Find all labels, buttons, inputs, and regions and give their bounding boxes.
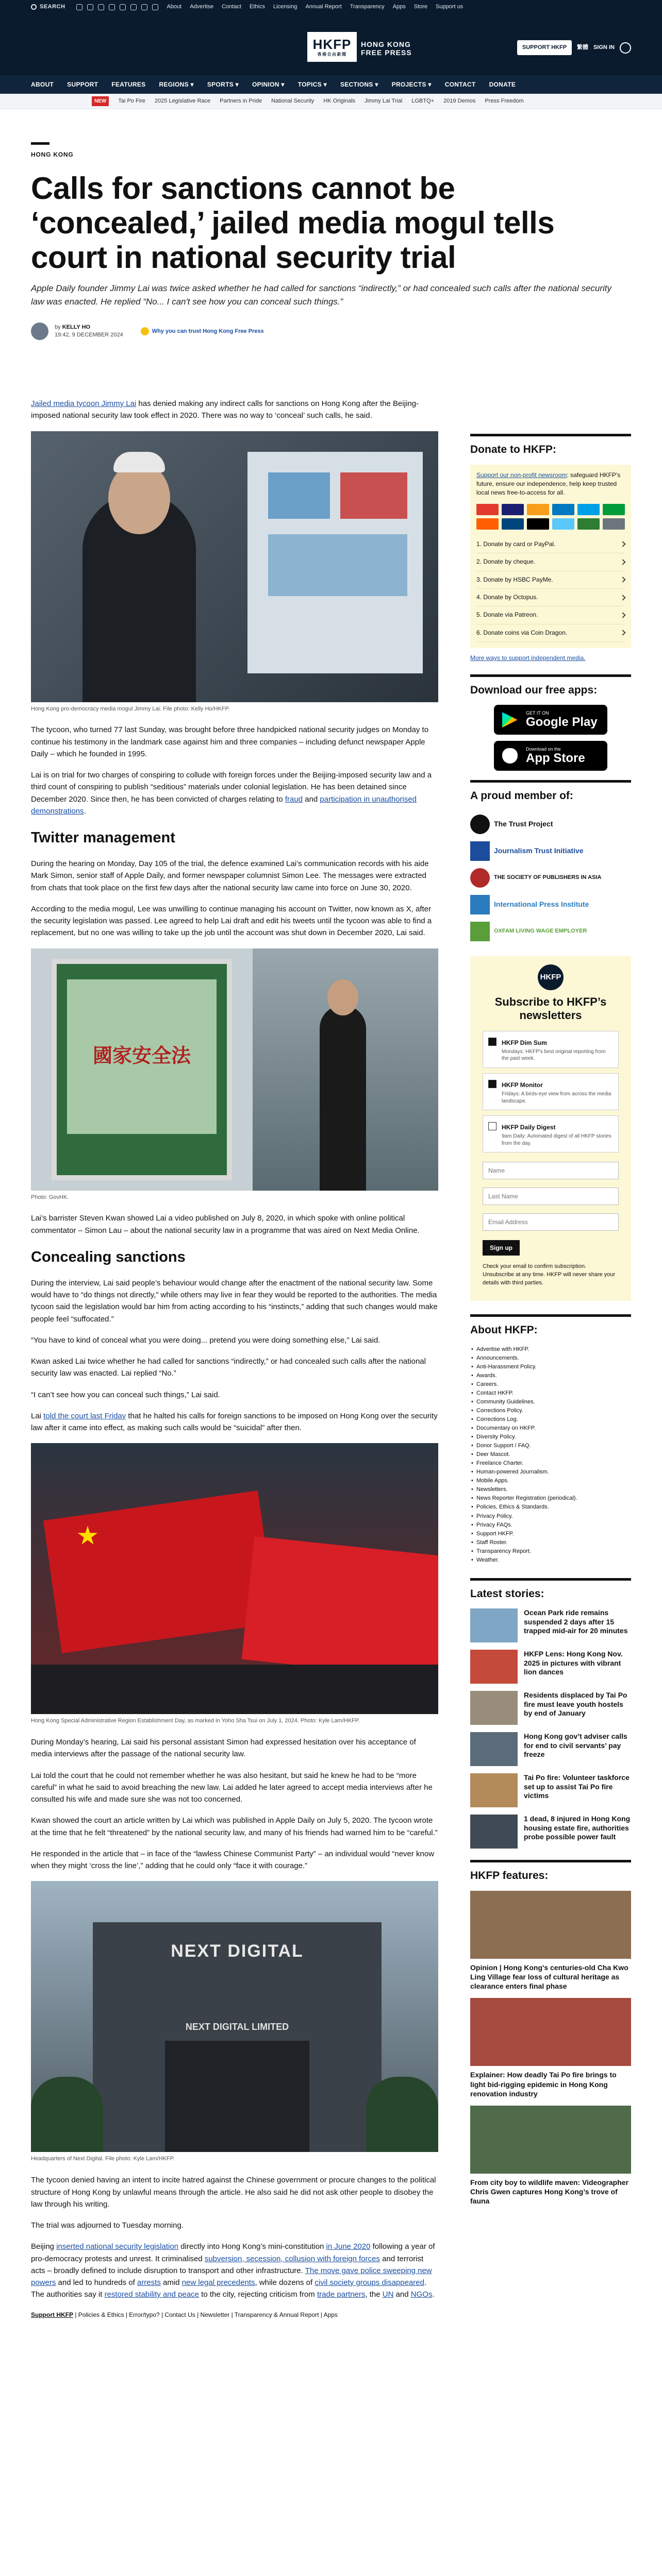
top-link[interactable]: Store <box>413 4 427 10</box>
feature-story[interactable] <box>470 1998 631 2098</box>
member-logo[interactable] <box>470 891 631 918</box>
paragraph <box>31 398 438 422</box>
feature-title: Explainer: How deadly Tai Po fire brings to light bid-rigging epidemic in Hong Kong renovation industry <box>470 2071 617 2098</box>
text-run: amid <box>160 2278 182 2287</box>
author-avatar <box>31 323 48 340</box>
nav-item[interactable]: PROJECTS ▾ <box>391 80 432 88</box>
figure-nsl-poster <box>31 948 438 1201</box>
text-run: . The authorities say it <box>31 2278 427 2299</box>
donate-option-label: 6. Donate coins via Coin Dragon. <box>476 629 568 636</box>
article-standfirst: Apple Daily founder Jimmy Lai was twice asked whether he had called for sanctions “indirectly,” or had concealed such calls after the national security law was enacted. He replied “No... I can't see how you can conceal such things.” <box>31 283 612 307</box>
sopa-icon <box>470 868 490 888</box>
section-heading: Twitter management <box>31 829 175 846</box>
text-run: and terrorist acts – broadly defined to include disruption to transport and other infrastructure. <box>31 2254 424 2275</box>
inline-link[interactable]: civil society groups disappeared <box>315 2278 424 2287</box>
donate-option[interactable] <box>476 589 625 606</box>
nav-item[interactable]: ABOUT <box>31 80 54 88</box>
support-links <box>31 2310 438 2320</box>
sidebar-heading: HKFP features: <box>470 1860 631 1885</box>
paragraph: “You have to kind of conceal what you were doing... pretend you were doing something else,” Lai said. <box>31 1335 380 1345</box>
inline-link[interactable]: in June 2020 <box>326 2242 371 2251</box>
about-link[interactable]: • Weather. <box>476 1556 631 1565</box>
member-name: Journalism Trust Initiative <box>494 846 584 855</box>
paragraph: According to the media mogul, Lee was unwilling to continue managing his account on Twitter, now known as X, after the security legislation was passed. Lee agreed to help Lai draft and edit his tweets until the tycoon was able to find a replacement, but no one was willing to take up the job until the account was shut down in December 2020, Lai said. <box>31 904 432 938</box>
payment-method-icon <box>527 504 549 515</box>
figure-lai <box>31 431 438 713</box>
member-name: THE SOCIETY OF PUBLISHERS IN ASIA <box>494 874 602 881</box>
building-sign: NEXT DIGITAL <box>171 1941 304 1961</box>
inline-link[interactable]: participation in unauthorised demonstrations <box>31 794 417 816</box>
about-link[interactable]: • Corrections Log. <box>476 1415 631 1424</box>
search-icon <box>31 4 37 10</box>
article-title: Calls for sanctions cannot be ‘concealed,’ jailed media mogul tells court in national security trial <box>31 171 555 275</box>
donate-box <box>470 465 631 649</box>
payment-method-icon <box>502 518 524 530</box>
checkbox[interactable] <box>488 1038 496 1046</box>
trending-link[interactable]: HK Originals <box>323 97 356 104</box>
inline-link[interactable]: trade partners <box>317 2290 366 2299</box>
youtube-icon[interactable] <box>109 4 115 10</box>
about-link[interactable]: • Donor Support / FAQ. <box>476 1442 631 1450</box>
latest-story[interactable] <box>470 1815 631 1849</box>
paragraph: During the interview, Lai said people’s behaviour would change after the enactment of the national security law. Some would have to “do things not directly,” while others may live in fear they would be reported to the authorities. The media tycoon said the legislation would bar him from acting according to his “instincts,” adding that such changes would make people feel “suffocated.” <box>31 1278 438 1324</box>
sidebar-heading: Latest stories: <box>470 1578 631 1603</box>
linkedin-icon[interactable] <box>120 4 126 10</box>
brand-bar <box>0 14 662 75</box>
donate-text <box>476 471 625 498</box>
member-logo[interactable] <box>470 838 631 865</box>
story-title: Hong Kong gov’t adviser calls for end to civil servants’ pay freeze <box>524 1732 627 1759</box>
paragraph: Lai told the court that he could not remember whether he was also hesitant, but said he knew he had to be “more careful” in what he said to avoid breaching the new law. Lai added he later agreed to accept media interviews after he consulted his wife and made sure she was not too concerned. <box>31 1771 433 1804</box>
about-link[interactable]: • Deer Mascot. <box>476 1450 631 1459</box>
caption: Photo: GovHK. <box>31 1194 69 1200</box>
about-link[interactable]: • Diversity Policy. <box>476 1433 631 1442</box>
hkfp-logo[interactable] <box>307 32 357 62</box>
more-support-link[interactable]: More ways to support independent media. <box>470 654 586 662</box>
about-link[interactable]: • Mobile Apps. <box>476 1477 631 1485</box>
about-link[interactable]: • Awards. <box>476 1371 631 1380</box>
top-link[interactable]: Advertise <box>190 4 214 10</box>
text-run: that he halted his calls for foreign sanctions to be imposed on Hong Kong over the security law after it came into effect, as making such calls would be “suicidal” after then. <box>31 1411 438 1433</box>
newsletter-option[interactable] <box>483 1031 619 1068</box>
logo-text: HKFP <box>312 36 352 52</box>
story-thumbnail <box>470 1732 518 1766</box>
rss-icon[interactable] <box>152 4 158 10</box>
text-run: directly into Hong Kong’s mini-constitution <box>178 2242 326 2251</box>
text-run: has denied making any indirect calls for sanctions on Hong Kong after the Beijing-imposed national security law took effect in 2020. There was no way to ‘conceal’ such calls, he said. <box>31 399 419 420</box>
story-title: Residents displaced by Tai Po fire must leave youth hostels by end of January <box>524 1691 627 1718</box>
payment-method-icon <box>527 518 549 530</box>
about-link[interactable]: • Policies, Ethics & Standards. <box>476 1503 631 1512</box>
figure-flags <box>31 1443 438 1725</box>
newsletter-name: HKFP Monitor <box>502 1081 543 1089</box>
text-run: and led to hundreds of <box>56 2278 137 2287</box>
store-label: Google Play <box>526 715 598 730</box>
chevron-right-icon <box>620 541 625 547</box>
newsletter-title: Subscribe to HKFP’s newsletters <box>494 995 607 1022</box>
newsletter-desc: Fridays: A birds-eye view from across the media landscape. <box>502 1091 611 1104</box>
threads-icon[interactable] <box>130 4 137 10</box>
chevron-right-icon <box>620 595 625 600</box>
main-nav <box>0 75 662 94</box>
feature-title: From city boy to wildlife maven: Videographer Chris Gwen captures Hong Kong’s trove of fauna <box>470 2178 629 2206</box>
trust-project-icon <box>470 815 490 834</box>
payment-method-icon <box>577 518 600 530</box>
member-name: International Press Institute <box>494 900 589 908</box>
checkbox[interactable] <box>488 1122 496 1130</box>
payment-method-icon <box>476 504 499 515</box>
top-link[interactable]: Apps <box>392 4 406 10</box>
figure-next-digital <box>31 1881 438 2163</box>
top-link[interactable]: Support us <box>435 4 464 10</box>
latest-story[interactable] <box>470 1650 631 1684</box>
feature-story[interactable] <box>470 1891 631 1991</box>
app-store-button[interactable] <box>494 741 607 771</box>
donate-option[interactable] <box>476 624 625 642</box>
hkfp-badge: HKFP <box>538 964 564 990</box>
footer-links[interactable]: | Policies & Ethics | Error/typo? | Contact Us | Newsletter | Transparency & Annual Report | Apps <box>73 2311 338 2318</box>
about-link[interactable]: • Advertise with HKFP. <box>476 1345 631 1354</box>
category-label[interactable]: HONG KONG <box>31 151 74 158</box>
brand-name <box>361 40 412 57</box>
newsletter-option[interactable] <box>483 1073 619 1110</box>
text-run: Lai <box>31 1411 44 1420</box>
about-link[interactable]: • Transparency Report. <box>476 1547 631 1556</box>
feature-image <box>470 2106 631 2174</box>
donate-option-label: 2. Donate by cheque. <box>476 558 536 566</box>
about-link[interactable]: • Corrections Policy. <box>476 1406 631 1415</box>
about-link[interactable]: • Privacy Policy. <box>476 1512 631 1521</box>
language-toggle[interactable]: 繁體 <box>577 44 589 50</box>
newsletter-desc: 9am Daily: Automated digest of all HKFP stories from the day. <box>502 1133 611 1146</box>
trending-link[interactable]: Jimmy Lai Trial <box>365 97 403 104</box>
feature-image <box>470 1998 631 2066</box>
member-logo[interactable] <box>470 918 631 945</box>
sidebar-heading: A proud member of: <box>470 780 631 805</box>
brand-line2: FREE PRESS <box>361 48 412 57</box>
story-thumbnail <box>470 1608 518 1642</box>
paragraph: During the hearing on Monday, Day 105 of the trial, the defence examined Lai’s communication records with his aide Mark Simon, senior staff of Apple Daily, and former newspaper columnist Simon Lee. The messages were extracted from chats that took place on the first few days after the national security law came into force on June 30, 2020. <box>31 859 429 892</box>
inline-link[interactable]: UN <box>382 2290 394 2299</box>
text-run: Beijing <box>31 2242 57 2251</box>
paragraph: The tycoon, who turned 77 last Sunday, was brought before three handpicked national security judges on Monday to continue his testimony in the landmark case against him and three companies – including defunct newspaper Apple Daily – which he founded in 1995. <box>31 725 429 758</box>
inline-link[interactable]: restored stability and peace <box>104 2290 200 2299</box>
author-name[interactable]: KELLY HO <box>62 324 91 331</box>
sign-in-link[interactable]: SIGN IN <box>593 44 615 50</box>
photo-flags <box>31 1443 438 1714</box>
about-link[interactable]: • Staff Roster. <box>476 1538 631 1547</box>
text-run: and <box>303 794 320 804</box>
support-button[interactable]: SUPPORT HKFP <box>517 40 572 55</box>
article-body <box>31 398 438 2329</box>
text-run: : safeguard HKFP’s future, ensure our independence, help keep trusted local news free-to-access for all. <box>476 471 621 497</box>
caption: Hong Kong pro-democracy media mogul Jimmy Lai. File photo: Kelly Ho/HKFP. <box>31 705 230 712</box>
nav-item[interactable]: SUPPORT <box>67 80 98 88</box>
last-name-input[interactable] <box>483 1188 619 1205</box>
paragraph: He responded in the article that – in face of the “lawless Chinese Communist Party” – an individual would “never know when they might ‘cross the line’,” adding that he could only “face it with courage.” <box>31 1849 435 1871</box>
about-link[interactable]: • Anti-Harassment Policy. <box>476 1363 631 1371</box>
paragraph <box>31 2241 438 2300</box>
donate-option-label: 5. Donate via Patreon. <box>476 611 538 619</box>
payment-method-icon <box>552 504 574 515</box>
chevron-right-icon <box>620 630 625 636</box>
photo-jimmy-lai <box>31 431 438 702</box>
top-links <box>167 3 463 11</box>
about-link[interactable]: • Contact HKFP. <box>476 1389 631 1398</box>
payment-method-icon <box>476 518 499 530</box>
newsletter-box <box>470 956 631 1301</box>
about-link[interactable]: • Announcements. <box>476 1354 631 1363</box>
checkbox[interactable] <box>488 1080 496 1088</box>
story-thumbnail <box>470 1691 518 1725</box>
top-search[interactable] <box>31 3 65 11</box>
payment-method-icon <box>552 518 574 530</box>
paragraph <box>31 769 438 817</box>
top-link[interactable]: About <box>167 4 182 10</box>
nav-item[interactable]: CONTACT <box>444 80 476 88</box>
text-run: , the <box>365 2290 383 2299</box>
kicker-rule <box>31 142 49 145</box>
nav-item[interactable]: REGIONS ▾ <box>159 80 194 88</box>
member-logo[interactable] <box>470 865 631 891</box>
brand-line1: HONG KONG <box>361 40 411 48</box>
top-link[interactable]: Annual Report <box>305 4 342 10</box>
latest-story[interactable] <box>470 1773 631 1807</box>
story-title: 1 dead, 8 injured in Hong Kong housing estate fire, authorities probe possible power fault <box>524 1815 631 1841</box>
about-link[interactable]: • Freelance Charter. <box>476 1459 631 1468</box>
name-input[interactable] <box>483 1162 619 1179</box>
google-play-button[interactable] <box>494 705 607 735</box>
paragraph: Kwan asked Lai twice whether he had called for sanctions “indirectly,” or had concealed such calls after the national security law was enacted. Lai replied “No.” <box>31 1357 426 1378</box>
member-name: The Trust Project <box>494 819 553 828</box>
donate-option-label: 1. Donate by card or PayPal. <box>476 540 556 548</box>
caption: Headquarters of Next Digital. File photo: Kyle Lam/HKFP. <box>31 2156 175 2162</box>
chevron-right-icon <box>620 559 625 565</box>
story-title: HKFP Lens: Hong Kong Nov. 2025 in pictures with vibrant lion dances <box>524 1650 623 1676</box>
facebook-icon[interactable] <box>87 4 93 10</box>
oxfam-icon <box>470 922 490 941</box>
paragraph: “I can’t see how you can conceal such things,” Lai said. <box>31 1390 220 1399</box>
inline-link[interactable]: arrests <box>137 2278 161 2287</box>
top-link[interactable]: Ethics <box>249 4 265 10</box>
inline-link[interactable]: The move gave police sweeping new powers <box>31 2266 432 2287</box>
newsletter-desc: Mondays: HKFP's best original reporting from the past week. <box>502 1048 606 1062</box>
donate-option-label: 4. Donate by Octopus. <box>476 593 538 601</box>
payment-method-icon <box>603 518 625 530</box>
text-run: . <box>84 806 86 816</box>
story-thumbnail <box>470 1815 518 1849</box>
chevron-right-icon <box>620 577 625 583</box>
nav-item[interactable]: DONATE <box>489 80 516 88</box>
instagram-icon[interactable] <box>98 4 104 10</box>
feature-image <box>470 1891 631 1959</box>
donate-option[interactable] <box>476 571 625 589</box>
photo-next-digital <box>31 1881 438 2152</box>
about-link[interactable]: • Documentary on HKFP. <box>476 1424 631 1433</box>
trending-link[interactable]: Tai Po Fire <box>118 97 145 104</box>
about-link[interactable]: • Support HKFP. <box>476 1530 631 1538</box>
trending-link[interactable]: Press Freedom <box>485 97 524 104</box>
trending-link[interactable]: 2019 Demos <box>443 97 476 104</box>
publish-date: 19:42, 9 DECEMBER 2024 <box>55 332 123 338</box>
inline-link[interactable]: told the court last Friday <box>43 1411 126 1420</box>
feature-story[interactable] <box>470 2106 631 2206</box>
trending-link[interactable]: 2025 Legislative Race <box>154 97 211 104</box>
store-small-label: Download on the <box>526 746 561 752</box>
about-link[interactable]: • Newsletters. <box>476 1485 631 1494</box>
text-run: following a year of pro-democracy protests and unrest. It criminalised <box>31 2242 435 2263</box>
poster-text: 國家安全法 <box>92 1045 191 1067</box>
feature-title: Opinion | Hong Kong's centuries-old Cha Kwo Ling Village fear loss of cultural heritage as clearance enters final phase <box>470 1963 628 1991</box>
about-list <box>470 1345 631 1565</box>
google-play-icon <box>502 712 518 727</box>
text-run: , while dozens of <box>255 2278 315 2287</box>
story-title: Tai Po fire: Volunteer taskforce set up to assist Tai Po fire victims <box>524 1773 630 1800</box>
donate-option[interactable] <box>476 536 625 553</box>
latest-story[interactable] <box>470 1732 631 1766</box>
donate-option-label: 3. Donate by HSBC PayMe. <box>476 575 553 583</box>
about-link[interactable]: • Community Guidelines. <box>476 1398 631 1406</box>
about-link[interactable]: • News Reporter Registration (periodical). <box>476 1494 631 1503</box>
photo-nsl-poster <box>31 948 438 1191</box>
trending-link[interactable]: LGBTQ+ <box>411 97 435 104</box>
about-link[interactable]: • Careers. <box>476 1380 631 1389</box>
top-search-label: SEARCH <box>40 4 65 10</box>
story-thumbnail <box>470 1650 518 1684</box>
payment-method-icon <box>502 504 524 515</box>
trust-icon <box>141 327 149 335</box>
donate-option[interactable] <box>476 553 625 571</box>
sidebar-heading: About HKFP: <box>470 1314 631 1339</box>
twitter-icon[interactable] <box>76 4 82 10</box>
by-label: by <box>55 324 61 331</box>
trending-bar <box>0 94 662 109</box>
sidebar-heading: Donate to HKFP: <box>470 434 631 459</box>
story-title: Ocean Park ride remains suspended 2 days after 15 trapped mid-air for 20 minutes <box>524 1608 628 1635</box>
support-hkfp-link[interactable]: Support HKFP <box>31 2311 73 2318</box>
latest-story[interactable] <box>470 1608 631 1642</box>
trending-link[interactable]: National Security <box>271 97 315 104</box>
page-wrapper <box>31 109 631 2318</box>
top-bar <box>0 0 662 14</box>
donate-link[interactable]: Support our non-profit newsroom <box>476 471 567 479</box>
apple-icon <box>502 748 518 764</box>
store-small-label: GET IT ON <box>526 710 549 716</box>
latest-story[interactable] <box>470 1691 631 1725</box>
email-input[interactable] <box>483 1213 619 1231</box>
top-link[interactable]: Transparency <box>350 4 385 10</box>
inline-link[interactable]: fraud <box>285 794 303 804</box>
section-heading: Concealing sanctions <box>31 1248 186 1265</box>
trust-label: Why you can trust Hong Kong Free Press <box>152 328 264 334</box>
inline-link[interactable]: new legal precedents <box>181 2278 255 2287</box>
paragraph: The trial was adjourned to Tuesday morning. <box>31 2221 184 2230</box>
jti-icon <box>470 841 490 861</box>
paragraph: During Monday’s hearing, Lai said his personal assistant Simon had expressed hesitation over his acceptance of media interviews after the passage of the national security law. <box>31 1738 416 1759</box>
payment-methods <box>476 504 625 530</box>
payment-method-icon <box>603 504 625 515</box>
chevron-right-icon <box>620 612 625 618</box>
paragraph <box>31 1410 438 1434</box>
paragraph: Kwan showed the court an article written by Lai which was published in Apple Daily on July 5, 2020. The tycoon wrote at the time that he felt “threatened” by the national security law, and many of his friends had warned him to be “careful.” <box>31 1816 438 1837</box>
ipi-icon <box>470 895 490 914</box>
text-run: . <box>432 2290 435 2299</box>
building-sign-sub: NEXT DIGITAL LIMITED <box>185 2022 289 2032</box>
donate-option[interactable] <box>476 606 625 624</box>
member-logo[interactable] <box>470 811 631 838</box>
newsletter-name: HKFP Dim Sum <box>502 1039 547 1046</box>
sign-up-button[interactable]: Sign up <box>483 1240 520 1256</box>
nav-item[interactable]: SPORTS ▾ <box>207 80 239 88</box>
inline-link[interactable]: NGOs <box>410 2290 433 2299</box>
inline-link[interactable]: Jailed media tycoon Jimmy Lai <box>31 399 137 408</box>
trust-link[interactable] <box>141 327 264 336</box>
sidebar <box>470 434 631 2213</box>
nav-item[interactable]: OPINION ▾ <box>252 80 285 88</box>
trending-link[interactable]: Partners in Pride <box>220 97 262 104</box>
logo-subtext: 香港自由新聞 <box>317 52 347 57</box>
telegram-icon[interactable] <box>141 4 147 10</box>
paragraph: The tycoon denied having an intent to incite hatred against the Chinese government or procure changes to the political structure of Hong Kong by unlawful means through the article. He also said he did not ask other people to disobey the law through his writing. <box>31 2176 436 2209</box>
byline <box>31 323 631 340</box>
nav-item[interactable]: FEATURES <box>111 80 146 88</box>
payment-method-icon <box>577 504 600 515</box>
text-run: to the city, rejecting criticism from <box>199 2290 317 2299</box>
new-badge: NEW <box>92 96 109 107</box>
top-link[interactable]: Contact <box>222 4 241 10</box>
nav-item[interactable]: SECTIONS ▾ <box>340 80 378 88</box>
newsletter-option[interactable] <box>483 1115 619 1153</box>
sidebar-heading: Download our free apps: <box>470 674 631 699</box>
inline-link[interactable]: subversion, secession, collusion with foreign forces <box>204 2254 380 2263</box>
social-icons <box>76 4 158 10</box>
search-icon[interactable] <box>620 42 631 54</box>
nav-item[interactable]: TOPICS ▾ <box>297 80 327 88</box>
store-label: App Store <box>526 751 585 766</box>
top-link[interactable]: Licensing <box>273 4 297 10</box>
about-link[interactable]: • Privacy FAQs. <box>476 1521 631 1530</box>
newsletter-name: HKFP Daily Digest <box>502 1124 556 1131</box>
story-thumbnail <box>470 1773 518 1807</box>
paragraph: Lai’s barrister Steven Kwan showed Lai a video published on July 8, 2020, in which spoke with online political commentator – Simon Lau – about the national security law in a programme that was aired on Next Media Online. <box>31 1214 420 1235</box>
about-link[interactable]: • Human-powered Journalism. <box>476 1468 631 1477</box>
newsletter-note: Check your email to confirm subscription. Unsubscribe at any time. HKFP will never share your details with third parties. <box>483 1263 616 1286</box>
member-name: OXFAM LIVING WAGE EMPLOYER <box>494 928 587 935</box>
caption: Hong Kong Special Administrative Region Establishment Day, as marked in Yoho Sha Tsui on July 1, 2024. Photo: Kyle Lam/HKFP. <box>31 1718 360 1724</box>
inline-link[interactable]: inserted national security legislation <box>56 2242 179 2251</box>
text-run: and <box>393 2290 411 2299</box>
text-run: Lai is on trial for two charges of conspiring to collude with foreign forces under the Beijing-imposed security law and a third count of conspiring to publish “seditious” materials under colonial legislation. He has been detained since December 2020. Since then, he has been convicted of charges relating to <box>31 771 432 804</box>
